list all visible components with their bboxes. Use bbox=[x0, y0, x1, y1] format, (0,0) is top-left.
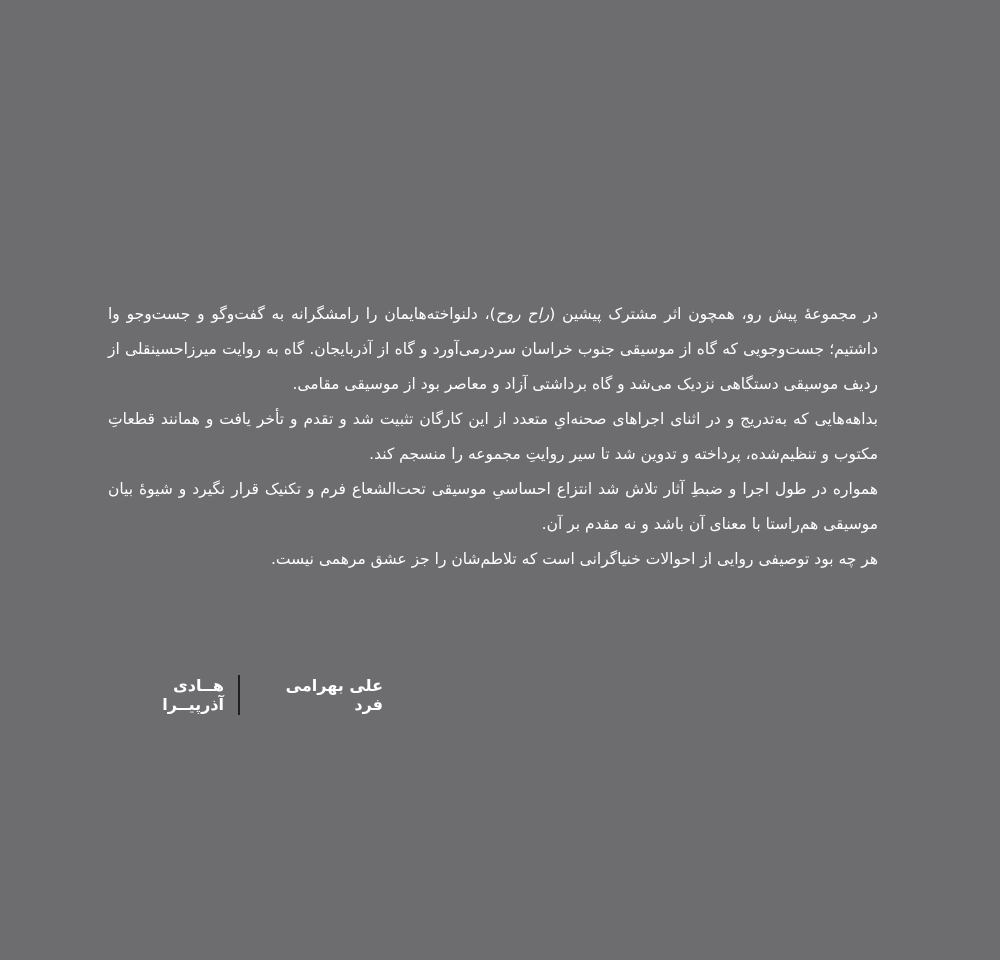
paragraph-1-end: )، دلنواخته‌هایمان را رامشگرانه به گفت‌وگو و جست‌وجو وا داشتیم؛ جست‌وجویی که گاه از موسیقی جنوب خراسان سردرمی‌آورد و گاه از آذربایجان. گاه به روایت میرزاحسینقلی از ردیف موسیقی دستگاهی نزدیک می‌شد و گاه برداشتی آزاد و معاصر بود از موسیقی مقامی. bbox=[108, 305, 878, 393]
paragraph-3: همواره در طول اجرا و ضبطِ آثار تلاش شد انتزاع احساسیِ موسیقی تحت‌الشعاع فرم و تکنیک قرار نگیرد و شیوۀ بیان موسیقی هم‌راستا با معنای آن باشد و نه مقدم بر آن. bbox=[108, 480, 878, 533]
paragraph-2: بداهه‌هایی که به‌تدریج و در اثنای اجراهای صحنه‌ایِ متعدد از این کارگان تثبیت شد و تقدم و تأخر یافت و همانند قطعاتِ مکتوب و تنظیم‌شده، پرداخته و تدوین شد تا سیر روایتِ مجموعه را منسجم کند. bbox=[108, 410, 878, 463]
author-divider bbox=[238, 675, 240, 715]
author-name-2: هــادی آذرپیــرا bbox=[162, 676, 225, 714]
author-credits bbox=[108, 674, 383, 716]
paragraph-4: هر چه بود توصیفی روایی از احوالات خنیاگرانی است که تلاطم‌شان را جز عشق مرهمی نیست. bbox=[270, 550, 878, 568]
paragraph-1 bbox=[108, 297, 878, 402]
liner-notes-text bbox=[108, 297, 878, 577]
album-title-reference: راح روح bbox=[495, 305, 550, 323]
author-name-1: علی بهرامی فرد bbox=[285, 676, 383, 714]
paragraph-1-start: در مجموعۀ پیش رو، همچون اثر مشترک پیشین ( bbox=[549, 305, 879, 323]
